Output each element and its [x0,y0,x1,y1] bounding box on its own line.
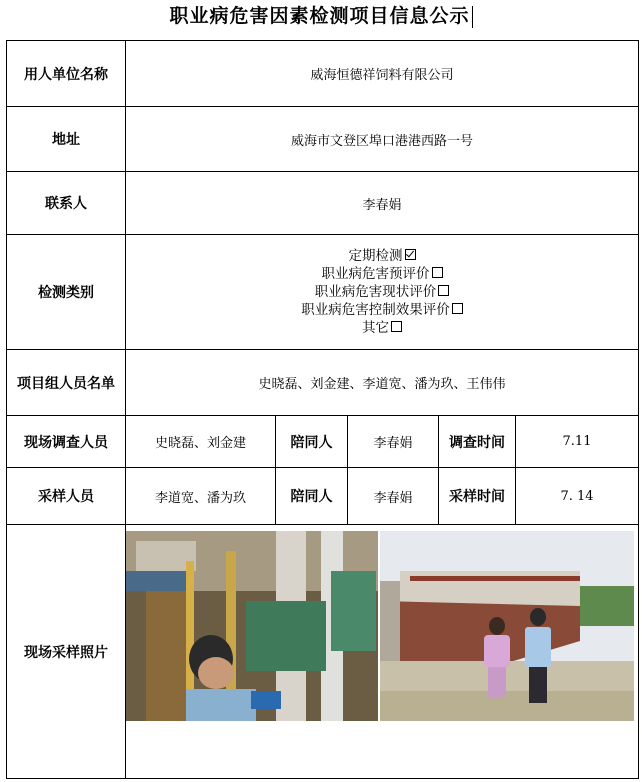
row-employer [7,41,639,107]
photo-indoor-sampling [126,531,378,721]
sampling-accomp-label: 陪同人 [276,468,348,525]
survey-label: 现场调查人员 [7,416,126,468]
sampling-label: 采样人员 [7,468,126,525]
employer-label: 用人单位名称 [7,41,126,107]
photo-label: 现场采样照片 [7,525,126,779]
address-value: 威海市文登区埠口港港西路一号 [126,107,639,172]
employer-value: 威海恒德祥饲料有限公司 [126,41,639,107]
category-options [126,235,639,350]
sampling-time-value: 7. 14 [516,468,639,525]
text-cursor [472,6,473,28]
sampling-accomp-value: 李春娟 [348,468,439,525]
row-category [7,235,639,350]
team-label: 项目组人员名单 [7,350,126,416]
contact-label: 联系人 [7,172,126,235]
row-contact [7,172,639,235]
survey-value: 史晓磊、刘金建 [126,416,276,468]
row-photos [7,525,639,779]
sampling-value: 李道宽、潘为玖 [126,468,276,525]
category-option: 定期检测 [126,247,638,265]
row-survey [7,416,639,468]
contact-value: 李春娟 [126,172,639,235]
survey-time-label: 调查时间 [439,416,516,468]
row-team [7,350,639,416]
photo-outdoor-company-sign [380,531,634,721]
category-option: 职业病危害控制效果评价 [126,301,638,319]
survey-time-value: 7.11 [516,416,639,468]
checkbox-empty-icon [438,285,449,296]
category-option: 职业病危害现状评价 [126,283,638,301]
category-option: 其它 [126,319,638,337]
checkbox-empty-icon [391,321,402,332]
photo-cell [126,525,639,779]
checkbox-empty-icon [452,303,463,314]
row-sampling [7,468,639,525]
sampling-time-label: 采样时间 [439,468,516,525]
survey-accomp-value: 李春娟 [348,416,439,468]
info-table [6,40,639,779]
team-value: 史晓磊、刘金建、李道宽、潘为玖、王伟伟 [126,350,639,416]
category-option: 职业病危害预评价 [126,265,638,283]
address-label: 地址 [7,107,126,172]
page-title: 职业病危害因素检测项目信息公示 [0,0,642,36]
checkbox-checked-icon [405,249,416,260]
checkbox-empty-icon [432,267,443,278]
survey-accomp-label: 陪同人 [276,416,348,468]
category-label: 检测类别 [7,235,126,350]
row-address [7,107,639,172]
